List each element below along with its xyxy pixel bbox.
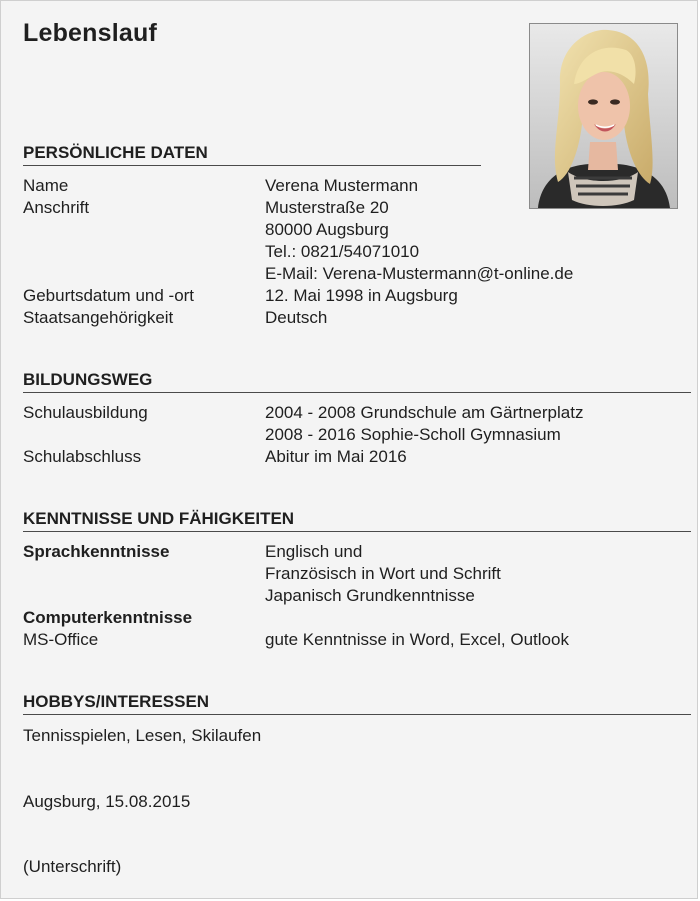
language-line: Französisch in Wort und Schrift — [265, 564, 501, 583]
address-label: Anschrift — [23, 198, 90, 217]
office-label: MS-Office — [23, 630, 99, 649]
section-heading-hobbies: HOBBYS/INTERESSEN — [23, 692, 691, 715]
address-line: 80000 Augsburg — [265, 220, 389, 239]
nationality-value: Deutsch — [265, 308, 328, 327]
language-line: Englisch und — [265, 542, 363, 561]
birth-label: Geburtsdatum und -ort — [23, 286, 195, 305]
place-date: Augsburg, 15.08.2015 — [23, 792, 191, 811]
portrait-photo — [529, 23, 678, 209]
hobbies-value: Tennisspielen, Lesen, Skilaufen — [23, 726, 262, 745]
office-value: gute Kenntnisse in Word, Excel, Outlook — [265, 630, 569, 649]
computer-label: Computerkenntnisse — [23, 608, 193, 627]
phone-line: Tel.: 0821/54071010 — [265, 242, 420, 261]
nationality-label: Staatsangehörigkeit — [23, 308, 174, 327]
school-line: 2004 - 2008 Grundschule am Gärtnerplatz — [265, 403, 584, 422]
name-value: Verena Mustermann — [265, 176, 419, 195]
address-line: Musterstraße 20 — [265, 198, 389, 217]
school-label: Schulausbildung — [23, 403, 148, 422]
section-heading-personal: PERSÖNLICHE DATEN — [23, 143, 481, 166]
section-heading-skills: KENNTNISSE UND FÄHIGKEITEN — [23, 509, 691, 532]
degree-value: Abitur im Mai 2016 — [265, 447, 407, 466]
school-line: 2008 - 2016 Sophie-Scholl Gymnasium — [265, 425, 561, 444]
signature-label: (Unterschrift) — [23, 857, 122, 876]
portrait-photo-icon — [530, 24, 677, 208]
languages-label: Sprachkenntnisse — [23, 542, 170, 561]
email-line: E-Mail: Verena-Mustermann@t-online.de — [265, 264, 574, 283]
degree-label: Schulabschluss — [23, 447, 142, 466]
language-line: Japanisch Grundkenntnisse — [265, 586, 475, 605]
birth-value: 12. Mai 1998 in Augsburg — [265, 286, 458, 305]
name-label: Name — [23, 176, 69, 195]
page-title: Lebenslauf — [23, 19, 157, 47]
section-heading-education: BILDUNGSWEG — [23, 370, 691, 393]
